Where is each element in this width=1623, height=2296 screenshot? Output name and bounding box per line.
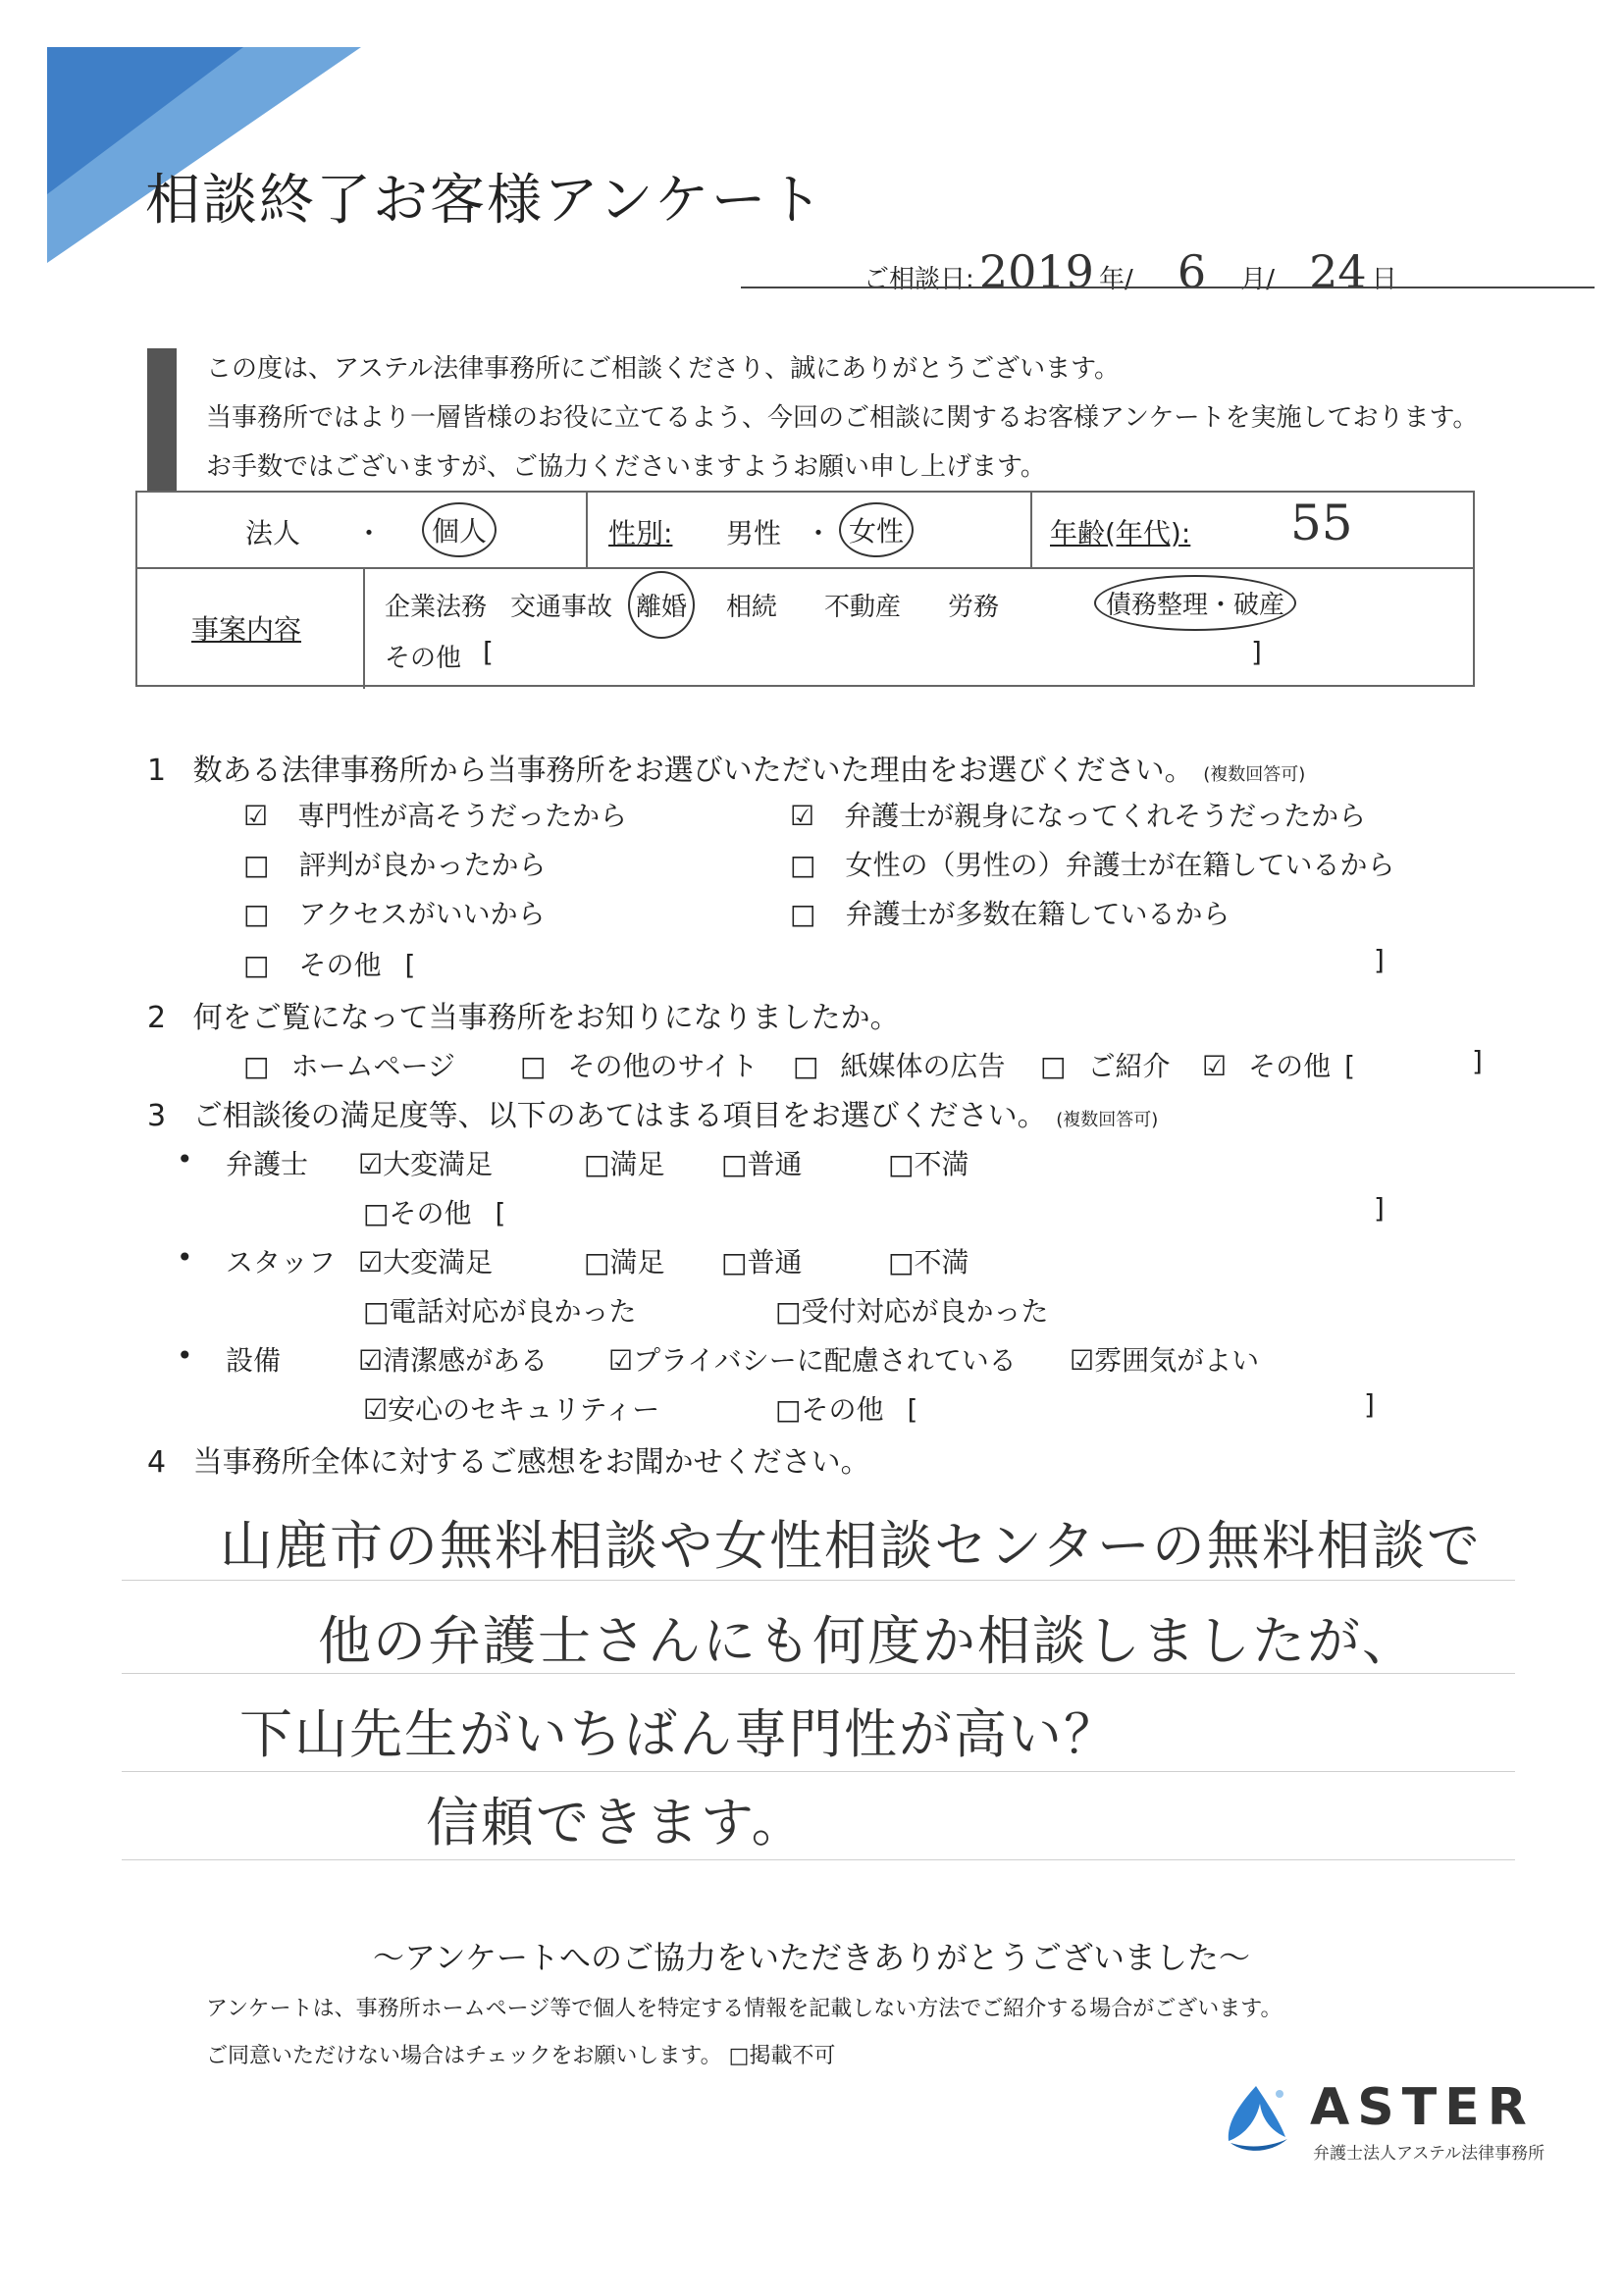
checkbox[interactable]: □ <box>243 849 270 881</box>
checkbox[interactable]: □ <box>793 1050 819 1082</box>
option-label: アクセスがいいから <box>298 898 546 930</box>
q1-opt-access[interactable] <box>243 893 546 932</box>
bracket-open: [ <box>495 1197 506 1229</box>
q3-text: ご相談後の満足度等、以下のあてはまる項目をお選びください。 <box>192 1099 1047 1133</box>
optout-note <box>206 2039 835 2069</box>
q3-facility-privacy[interactable] <box>608 1339 1017 1379</box>
q3-heading <box>147 1091 1158 1134</box>
matter-traffic[interactable]: 交通事故 <box>510 593 613 622</box>
q3-lawyer-normal[interactable] <box>721 1143 802 1182</box>
q1-heading <box>147 746 1305 789</box>
checkbox[interactable]: □ <box>1040 1050 1067 1082</box>
sex-label: 性別: <box>608 517 673 549</box>
age-value: 55 <box>1290 495 1353 551</box>
option-label: 普通 <box>747 1246 803 1278</box>
q1-number: 1 <box>147 754 167 788</box>
matter-debt[interactable]: 債務整理・破産 <box>1094 575 1296 631</box>
checkbox-checked[interactable]: ☑ <box>358 1344 384 1377</box>
q1-text: 数ある法律事務所から当事務所をお選びいただいた理由をお選びください。 <box>192 754 1194 788</box>
option-label: 女性の（男性の）弁護士が在籍しているから <box>845 849 1395 881</box>
checkbox-checked[interactable]: ☑ <box>1202 1050 1228 1082</box>
q2-opt-referral[interactable] <box>1040 1045 1170 1084</box>
q4-number: 4 <box>147 1445 167 1480</box>
aster-logo-icon <box>1217 2080 1295 2159</box>
option-label: 電話対応が良かった <box>389 1295 637 1328</box>
q1-opt-other[interactable] <box>243 944 415 983</box>
comment-line-4: 信頼できます。 <box>426 1792 807 1853</box>
option-label: 不満 <box>914 1148 969 1180</box>
bullet: • <box>177 1339 193 1372</box>
table-divider <box>137 567 1473 569</box>
bracket-open: [ <box>1344 1050 1356 1082</box>
q2-opt-print-ad[interactable] <box>793 1045 1005 1084</box>
option-label: ご紹介 <box>1087 1050 1171 1082</box>
option-label: 弁護士が親身になってくれそうだったから <box>844 800 1367 832</box>
matter-inheritance[interactable]: 相続 <box>726 593 778 622</box>
bracket-close: ] <box>1251 636 1262 668</box>
checkbox-checked[interactable]: ☑ <box>790 800 815 832</box>
q3-facility-label: 設備 <box>226 1344 282 1377</box>
matter-divorce[interactable]: 離婚 <box>628 571 695 639</box>
bracket-close: ] <box>1472 1045 1483 1077</box>
checkbox-checked[interactable]: ☑ <box>358 1246 384 1278</box>
q3-facility-clean[interactable] <box>358 1339 548 1379</box>
q3-staff-normal[interactable] <box>721 1241 802 1280</box>
q3-facility-security[interactable] <box>363 1388 659 1428</box>
q3-staff-very-satisfied[interactable] <box>358 1241 493 1280</box>
date-label: ご相談日: <box>864 265 974 294</box>
q1-opt-reputation[interactable] <box>243 844 546 883</box>
optout-text: ご同意いただけない場合はチェックをお願いします。 <box>206 2044 722 2068</box>
publication-note: アンケートは、事務所ホームページ等で個人を特定する情報を記載しない方法でご紹介する場合がございます。 <box>206 1997 1283 2021</box>
matter-corporate[interactable]: 企業法務 <box>385 593 488 622</box>
matter-other-label: その他 <box>385 644 462 673</box>
date-month-unit: 月/ <box>1240 265 1276 294</box>
checkbox[interactable]: □ <box>888 1246 915 1278</box>
q4-heading <box>147 1437 870 1481</box>
ruled-line <box>122 1859 1515 1860</box>
checkbox-checked[interactable]: ☑ <box>363 1393 389 1426</box>
checkbox[interactable]: □ <box>775 1393 802 1426</box>
table-divider <box>586 493 588 567</box>
intro-line-2: 当事務所ではより一層皆様のお役に立てるよう、今回のご相談に関するお客様アンケートを実施しております。 <box>206 403 1479 433</box>
option-label: 評判が良かったから <box>298 849 547 881</box>
date-underline <box>741 287 1595 288</box>
checkbox[interactable]: □ <box>721 1246 748 1278</box>
q3-staff-label: スタッフ <box>226 1246 337 1278</box>
q4-text: 当事務所全体に対するご感想をお聞かせください。 <box>192 1445 870 1480</box>
corporate-option[interactable]: 法人 <box>245 517 301 549</box>
q3-staff-phone[interactable] <box>363 1290 636 1330</box>
option-label: 安心のセキュリティー <box>388 1393 660 1426</box>
option-label: その他 <box>1248 1050 1332 1082</box>
checkbox[interactable]: □ <box>790 898 816 930</box>
q3-lawyer-dissatisfied[interactable] <box>888 1143 969 1182</box>
matter-label: 事案内容 <box>191 613 302 646</box>
checkbox[interactable]: □ <box>584 1246 610 1278</box>
q2-opt-other-site[interactable] <box>520 1045 759 1084</box>
separator-dot: ・ <box>355 517 384 549</box>
checkbox[interactable]: □ <box>363 1295 390 1328</box>
intro-line-3: お手数ではございますが、ご協力くださいますようお願い申し上げます。 <box>206 452 1046 482</box>
q3-lawyer-other[interactable] <box>363 1192 505 1231</box>
q3-staff-reception[interactable] <box>775 1290 1048 1330</box>
matter-realestate[interactable]: 不動産 <box>824 593 902 622</box>
option-label: 不満 <box>914 1246 969 1278</box>
q2-heading <box>147 993 900 1036</box>
comment-line-1: 山鹿市の無料相談や女性相談センターの無料相談で <box>220 1515 1482 1577</box>
option-label: その他 <box>801 1393 884 1426</box>
bracket-close: ] <box>1374 944 1385 976</box>
intro-accent-bar <box>147 348 177 491</box>
table-divider <box>1030 493 1032 567</box>
checkbox-checked[interactable]: ☑ <box>243 800 269 832</box>
age-label: 年齢(年代): <box>1050 517 1191 549</box>
option-label: 専門性が高そうだったから <box>297 800 628 832</box>
individual-option[interactable]: 個人 <box>422 502 497 557</box>
q1-opt-expertise[interactable] <box>243 795 627 834</box>
option-label: その他 <box>389 1197 472 1229</box>
q3-staff-dissatisfied[interactable] <box>888 1241 969 1280</box>
ruled-line <box>122 1580 1515 1581</box>
bracket-close: ] <box>1364 1388 1375 1421</box>
brand-subtitle: 弁護士法人アステル法律事務所 <box>1313 2144 1545 2164</box>
checkbox[interactable]: □ <box>721 1148 748 1180</box>
option-label: 満足 <box>609 1148 665 1180</box>
q3-lawyer-very-satisfied[interactable] <box>358 1143 493 1182</box>
male-option[interactable]: 男性 <box>726 517 782 549</box>
checkbox[interactable]: □ <box>888 1148 915 1180</box>
option-label: 紙媒体の広告 <box>840 1050 1006 1082</box>
q1-opt-gender[interactable] <box>790 844 1394 883</box>
option-label: 雰囲気がよい <box>1094 1344 1260 1377</box>
bracket-open: [ <box>907 1393 918 1426</box>
option-label: ホームページ <box>290 1050 455 1082</box>
bracket-open: [ <box>404 949 416 981</box>
table-divider <box>363 567 365 689</box>
profile-table <box>135 491 1475 687</box>
bullet: • <box>177 1241 193 1274</box>
checkbox[interactable]: □ <box>243 949 270 981</box>
option-label: その他 <box>298 949 382 981</box>
q2-number: 2 <box>147 1001 167 1035</box>
option-label: 満足 <box>609 1246 665 1278</box>
bracket-close: ] <box>1374 1192 1385 1225</box>
thanks-message: ～アンケートへのご協力をいただきありがとうございました～ <box>372 1939 1251 1976</box>
q2-text: 何をご覧になって当事務所をお知りになりましたか。 <box>192 1001 900 1035</box>
q3-staff-satisfied[interactable] <box>584 1241 664 1280</box>
q1-note: (複数回答可) <box>1203 764 1306 785</box>
q1-opt-many-lawyers[interactable] <box>790 893 1230 932</box>
brand-name: ASTER <box>1310 2078 1535 2137</box>
q3-facility-other[interactable] <box>775 1388 917 1428</box>
comment-line-2: 他の弁護士さんにも何度か相談しましたが、 <box>318 1610 1417 1672</box>
checkbox[interactable]: □ <box>520 1050 547 1082</box>
q3-facility-atmosphere[interactable] <box>1070 1339 1259 1379</box>
option-label: 清潔感がある <box>383 1344 549 1377</box>
checkbox[interactable]: □ <box>243 898 270 930</box>
q3-number: 3 <box>147 1099 167 1133</box>
checkbox[interactable]: □ <box>363 1197 390 1229</box>
intro-line-1: この度は、アステル法律事務所にご相談くださり、誠にありがとうございます。 <box>206 354 1121 384</box>
option-label: 弁護士が多数在籍しているから <box>845 898 1230 930</box>
female-option[interactable]: 女性 <box>839 502 914 557</box>
date-day-unit: 日 <box>1371 265 1397 294</box>
date-month: 6 <box>1177 245 1207 298</box>
optout-checkbox[interactable]: □掲載不可 <box>728 2044 836 2068</box>
matter-labor[interactable]: 労務 <box>948 593 1000 622</box>
q3-lawyer-label: 弁護士 <box>226 1148 309 1180</box>
checkbox-checked[interactable]: ☑ <box>608 1344 634 1377</box>
consult-date <box>864 245 1397 298</box>
date-year-unit: 年/ <box>1099 265 1133 294</box>
q1-opt-caring[interactable] <box>790 795 1366 834</box>
checkbox[interactable]: □ <box>775 1295 802 1328</box>
comment-line-3: 下山先生がいちばん専門性が高い？ <box>239 1703 1119 1765</box>
option-label: 大変満足 <box>383 1246 494 1278</box>
checkbox[interactable]: □ <box>584 1148 610 1180</box>
checkbox[interactable]: □ <box>790 849 816 881</box>
date-day: 24 <box>1309 245 1367 298</box>
option-label: 受付対応が良かった <box>801 1295 1049 1328</box>
bullet: • <box>177 1143 193 1175</box>
ruled-line <box>122 1771 1515 1772</box>
option-label: 普通 <box>747 1148 803 1180</box>
q3-note: (複数回答可) <box>1056 1110 1159 1130</box>
separator-dot: ・ <box>805 517 833 549</box>
q2-opt-other[interactable] <box>1202 1045 1355 1084</box>
option-label: プライバシーに配慮されている <box>633 1344 1017 1377</box>
option-label: その他のサイト <box>567 1050 759 1082</box>
date-year: 2019 <box>978 245 1094 298</box>
checkbox-checked[interactable]: ☑ <box>358 1148 384 1180</box>
q2-opt-homepage[interactable] <box>243 1045 455 1084</box>
option-label: 大変満足 <box>383 1148 494 1180</box>
bracket-open: [ <box>483 636 494 668</box>
q3-lawyer-satisfied[interactable] <box>584 1143 664 1182</box>
checkbox[interactable]: □ <box>243 1050 270 1082</box>
page-title: 相談終了お客様アンケート <box>145 169 825 233</box>
checkbox-checked[interactable]: ☑ <box>1070 1344 1095 1377</box>
comment-area[interactable] <box>122 1487 1515 1864</box>
